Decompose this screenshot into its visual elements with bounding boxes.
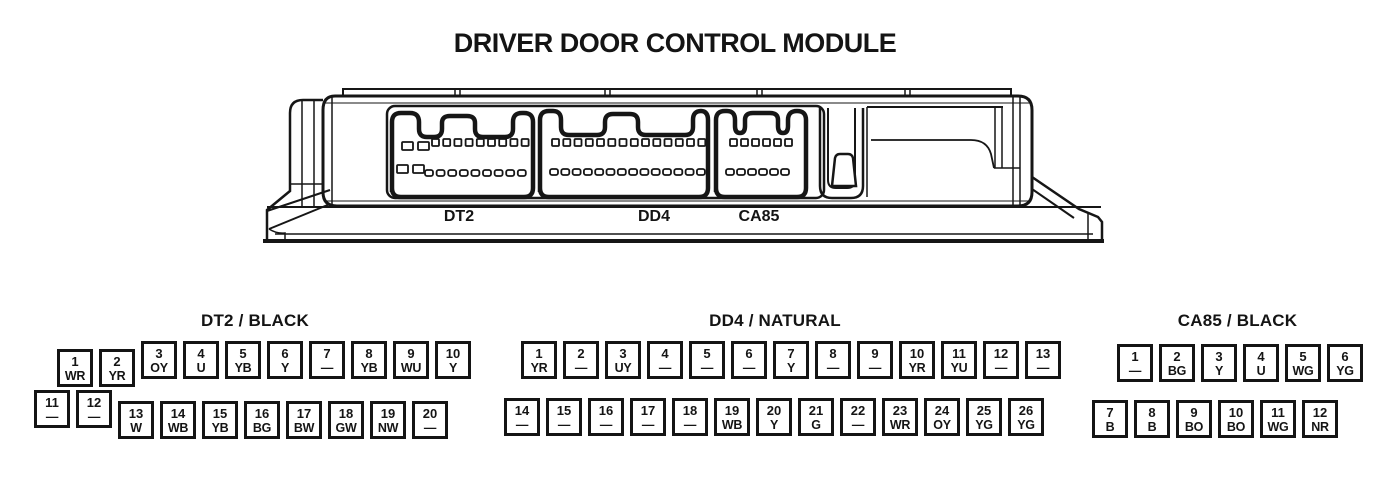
pin-box: [183, 341, 219, 379]
dt2-pin-row-1: [57, 341, 471, 387]
pin-number: 5: [239, 345, 247, 361]
pin-number: 2: [577, 345, 585, 361]
pin-box: [1008, 398, 1044, 436]
socket-pin-hole: [752, 139, 759, 146]
pin-box: [966, 398, 1002, 436]
module-right-bracket: [1032, 177, 1102, 241]
pin-wire-code: —: [994, 360, 1008, 375]
socket-pin-hole: [425, 170, 433, 176]
pin-box: [840, 398, 876, 436]
socket-pin-hole: [608, 139, 615, 146]
socket-pin-hole: [687, 139, 694, 146]
pin-wire-code: B: [1147, 419, 1157, 434]
pin-box: [521, 341, 557, 379]
pin-box: [588, 398, 624, 436]
pin-number: 5: [703, 345, 711, 361]
pin-number: 3: [619, 345, 627, 361]
pin-box: [857, 341, 893, 379]
pin-number: 2: [113, 353, 121, 369]
pin-box: [1218, 400, 1254, 438]
pin-box: [99, 349, 135, 387]
pin-number: 9: [1190, 404, 1198, 420]
socket-pin-hole: [698, 139, 705, 146]
pin-wire-code: —: [683, 417, 697, 432]
pin-box: [689, 341, 725, 379]
socket-pin-hole: [499, 139, 506, 146]
pin-number: 17: [640, 402, 656, 418]
pin-number: 10: [445, 345, 461, 361]
pin-number: 9: [407, 345, 415, 361]
pin-number: 5: [1299, 348, 1307, 364]
pin-number: 2: [1173, 348, 1181, 364]
pin-box: [1201, 344, 1237, 382]
connector-socket-dt2: [392, 113, 533, 197]
socket-pin-hole: [397, 165, 408, 173]
pin-box: [815, 341, 851, 379]
pin-wire-code: —: [599, 417, 613, 432]
pin-number: 26: [1018, 402, 1034, 418]
pin-box: [225, 341, 261, 379]
pin-box: [351, 341, 387, 379]
pin-box: [118, 401, 154, 439]
pin-wire-code: U: [1256, 363, 1266, 378]
socket-pin-hole: [686, 169, 694, 175]
pin-wire-code: BO: [1226, 419, 1246, 434]
pin-number: 11: [1271, 404, 1285, 420]
pin-box: [504, 398, 540, 436]
pin-wire-code: YR: [908, 360, 926, 375]
pin-number: 16: [254, 405, 270, 421]
pin-wire-code: GW: [335, 420, 357, 435]
pin-wire-code: —: [851, 417, 865, 432]
socket-pin-hole: [620, 139, 627, 146]
pin-box: [941, 341, 977, 379]
module-drawing: [255, 80, 1115, 248]
pin-number: 1: [71, 353, 79, 369]
pin-box: [546, 398, 582, 436]
socket-pin-hole: [443, 139, 450, 146]
pin-number: 12: [86, 394, 102, 410]
pin-box: [1134, 400, 1170, 438]
socket-pin-hole: [413, 165, 424, 173]
pin-number: 21: [808, 402, 824, 418]
socket-pin-hole: [741, 139, 748, 146]
module-base-plate: [263, 207, 1104, 241]
pin-wire-code: —: [868, 360, 882, 375]
socket-pin-hole: [763, 139, 770, 146]
pin-wire-code: BW: [293, 420, 315, 435]
socket-pin-hole: [726, 169, 734, 175]
pin-wire-code: BO: [1184, 419, 1204, 434]
pin-number: 15: [212, 405, 228, 421]
pin-number: 18: [682, 402, 698, 418]
pin-wire-code: —: [423, 420, 437, 435]
pin-box: [1117, 344, 1153, 382]
pin-box: [309, 341, 345, 379]
socket-pin-hole: [573, 169, 581, 175]
pin-number: 15: [556, 402, 572, 418]
pin-box: [798, 398, 834, 436]
pin-box: [1327, 344, 1363, 382]
pin-number: 13: [1035, 345, 1051, 361]
socket-pin-hole: [676, 139, 683, 146]
pin-box: [983, 341, 1019, 379]
pin-box: [1260, 400, 1296, 438]
pin-number: 12: [993, 345, 1009, 361]
pin-number: 7: [1106, 404, 1114, 420]
pin-box: [267, 341, 303, 379]
pin-wire-code: UY: [614, 360, 632, 375]
pin-number: 4: [1257, 348, 1265, 364]
socket-pin-hole: [448, 170, 456, 176]
pin-number: 20: [766, 402, 782, 418]
pin-wire-code: BG: [1167, 363, 1187, 378]
pin-box: [1025, 341, 1061, 379]
socket-pin-hole: [642, 139, 649, 146]
socket-pin-hole: [522, 139, 529, 146]
socket-pin-hole: [652, 169, 660, 175]
pin-wire-code: BG: [252, 420, 272, 435]
socket-pin-hole: [785, 139, 792, 146]
pin-number: 18: [338, 405, 354, 421]
pin-wire-code: —: [1036, 360, 1050, 375]
pin-box: [393, 341, 429, 379]
pin-wire-code: NW: [377, 420, 399, 435]
pin-number: 19: [724, 402, 740, 418]
dd4-pin-row-2: [504, 398, 1044, 436]
pin-wire-code: OY: [150, 360, 168, 375]
pin-wire-code: Y: [769, 417, 779, 432]
ca85-pin-row-1: [1117, 344, 1363, 382]
socket-pin-hole: [518, 170, 526, 176]
pin-box: [1243, 344, 1279, 382]
socket-pin-hole: [770, 169, 778, 175]
pin-number: 25: [976, 402, 992, 418]
socket-pin-hole: [460, 170, 468, 176]
dd4-pin-row-1: [521, 341, 1061, 379]
pin-wire-code: YG: [1336, 363, 1354, 378]
pin-wire-code: G: [811, 417, 821, 432]
socket-pin-hole: [748, 169, 756, 175]
pin-number: 6: [1341, 348, 1349, 364]
socket-pin-hole: [697, 169, 705, 175]
pin-box: [370, 401, 406, 439]
socket-pin-hole: [575, 139, 582, 146]
pin-wire-code: WB: [167, 420, 189, 435]
pin-box: [328, 401, 364, 439]
socket-pin-hole: [774, 139, 781, 146]
pin-number: 22: [850, 402, 866, 418]
pin-wire-code: YR: [530, 360, 548, 375]
module-label-dt2: DT2: [443, 208, 475, 225]
pin-wire-code: OY: [933, 417, 951, 432]
pin-number: 4: [661, 345, 669, 361]
socket-pin-hole: [432, 139, 439, 146]
socket-pin-hole: [586, 139, 593, 146]
pin-wire-code: Y: [786, 360, 796, 375]
socket-pin-hole: [495, 170, 503, 176]
pin-box: [160, 401, 196, 439]
pin-box: [1092, 400, 1128, 438]
pin-box: [714, 398, 750, 436]
socket-pin-hole: [631, 139, 638, 146]
pin-number: 19: [380, 405, 396, 421]
socket-pin-hole: [629, 169, 637, 175]
pin-wire-code: Y: [280, 360, 290, 375]
socket-pin-hole: [597, 139, 604, 146]
connector-header-dt2: DT2 / BLACK: [201, 311, 309, 330]
socket-pin-hole: [618, 169, 626, 175]
pin-wire-code: —: [320, 360, 334, 375]
pin-box: [899, 341, 935, 379]
socket-pin-hole: [418, 142, 429, 150]
pin-wire-code: Y: [1214, 363, 1224, 378]
socket-pin-hole: [471, 170, 479, 176]
socket-pin-hole: [595, 169, 603, 175]
pin-wire-code: —: [658, 360, 672, 375]
socket-pin-hole: [466, 139, 473, 146]
pin-box: [647, 341, 683, 379]
socket-pin-hole: [730, 139, 737, 146]
pin-wire-code: YU: [950, 360, 968, 375]
pin-number: 13: [128, 405, 144, 421]
pin-wire-code: —: [700, 360, 714, 375]
pin-number: 11: [952, 345, 966, 361]
pin-box: [57, 349, 93, 387]
pin-number: 20: [422, 405, 438, 421]
pin-box: [1176, 400, 1212, 438]
pin-box: [244, 401, 280, 439]
pin-box: [563, 341, 599, 379]
pin-number: 10: [909, 345, 925, 361]
pin-wire-code: YR: [108, 368, 126, 383]
socket-pin-hole: [552, 139, 559, 146]
pin-number: 14: [514, 402, 530, 418]
socket-pin-hole: [561, 169, 569, 175]
pin-box: [672, 398, 708, 436]
pin-number: 6: [745, 345, 753, 361]
socket-pin-hole: [653, 139, 660, 146]
socket-pin-hole: [640, 169, 648, 175]
pin-wire-code: —: [87, 409, 101, 424]
pin-wire-code: YB: [360, 360, 378, 375]
pin-box: [435, 341, 471, 379]
socket-pin-hole: [550, 169, 558, 175]
pin-wire-code: —: [574, 360, 588, 375]
pin-wire-code: —: [45, 409, 59, 424]
pin-box: [1302, 400, 1338, 438]
pin-wire-code: YB: [234, 360, 252, 375]
socket-pin-hole: [607, 169, 615, 175]
socket-pin-hole: [563, 139, 570, 146]
pin-box: [141, 341, 177, 379]
pin-number: 17: [296, 405, 312, 421]
pin-number: 1: [535, 345, 543, 361]
pin-wire-code: —: [742, 360, 756, 375]
pin-wire-code: WB: [721, 417, 743, 432]
socket-pin-hole: [665, 139, 672, 146]
pin-box: [34, 390, 70, 428]
pin-box: [1159, 344, 1195, 382]
pin-number: 7: [323, 345, 331, 361]
pin-wire-code: B: [1105, 419, 1115, 434]
page-title: DRIVER DOOR CONTROL MODULE: [453, 28, 897, 58]
pin-number: 11: [45, 394, 59, 410]
pin-wire-code: —: [641, 417, 655, 432]
pin-wire-code: Y: [448, 360, 458, 375]
pin-number: 8: [1148, 404, 1156, 420]
pin-box: [412, 401, 448, 439]
pin-wire-code: YG: [1017, 417, 1035, 432]
pin-number: 23: [892, 402, 908, 418]
connector-socket-ca85: [716, 111, 806, 197]
pin-wire-code: —: [826, 360, 840, 375]
pin-box: [605, 341, 641, 379]
pin-box: [773, 341, 809, 379]
pin-number: 8: [829, 345, 837, 361]
pin-wire-code: WU: [400, 360, 422, 375]
pin-box: [731, 341, 767, 379]
pin-number: 24: [934, 402, 950, 418]
pin-wire-code: WR: [889, 417, 911, 432]
socket-pin-hole: [510, 139, 517, 146]
pin-wire-code: W: [130, 420, 142, 435]
socket-pin-hole: [477, 139, 484, 146]
pin-wire-code: —: [1128, 363, 1142, 378]
socket-pin-hole: [454, 139, 461, 146]
pin-number: 12: [1312, 404, 1328, 420]
connector-header-dd4: DD4 / NATURAL: [709, 311, 841, 330]
connector-header-ca85: CA85 / BLACK: [1177, 311, 1298, 330]
pin-wire-code: —: [515, 417, 529, 432]
pin-number: 3: [155, 345, 163, 361]
dt2-pin-row-2: [34, 390, 448, 439]
pin-number: 6: [281, 345, 289, 361]
pin-wire-code: NR: [1311, 419, 1329, 434]
pin-box: [286, 401, 322, 439]
pin-box: [630, 398, 666, 436]
socket-pin-hole: [663, 169, 671, 175]
socket-pin-hole: [488, 139, 495, 146]
socket-pin-hole: [737, 169, 745, 175]
socket-pin-hole: [402, 142, 413, 150]
module-label-ca85: CA85: [738, 208, 780, 225]
pin-number: 7: [787, 345, 795, 361]
socket-pin-hole: [584, 169, 592, 175]
socket-pin-hole: [506, 170, 514, 176]
ca85-pin-row-2: [1092, 400, 1338, 438]
pin-wire-code: WR: [64, 368, 86, 383]
socket-pin-hole: [483, 170, 491, 176]
pin-box: [202, 401, 238, 439]
pin-number: 14: [170, 405, 186, 421]
pin-number: 9: [871, 345, 879, 361]
pin-number: 10: [1228, 404, 1244, 420]
socket-pin-hole: [674, 169, 682, 175]
pin-number: 3: [1215, 348, 1223, 364]
socket-pin-hole: [437, 170, 445, 176]
pin-wire-code: WG: [1267, 419, 1289, 434]
socket-pin-hole: [781, 169, 789, 175]
module-left-bracket: [267, 100, 330, 241]
pin-number: 4: [197, 345, 205, 361]
pin-number: 16: [598, 402, 614, 418]
pin-box: [756, 398, 792, 436]
pin-box: [924, 398, 960, 436]
pin-box: [882, 398, 918, 436]
pin-number: 8: [365, 345, 373, 361]
socket-pin-hole: [759, 169, 767, 175]
pin-wire-code: —: [557, 417, 571, 432]
pin-number: 1: [1131, 348, 1139, 364]
module-label-dd4: DD4: [637, 208, 671, 225]
pin-wire-code: YG: [975, 417, 993, 432]
pin-box: [76, 390, 112, 428]
pin-wire-code: U: [196, 360, 206, 375]
pin-wire-code: YB: [211, 420, 229, 435]
pin-box: [1285, 344, 1321, 382]
pin-wire-code: WG: [1292, 363, 1314, 378]
